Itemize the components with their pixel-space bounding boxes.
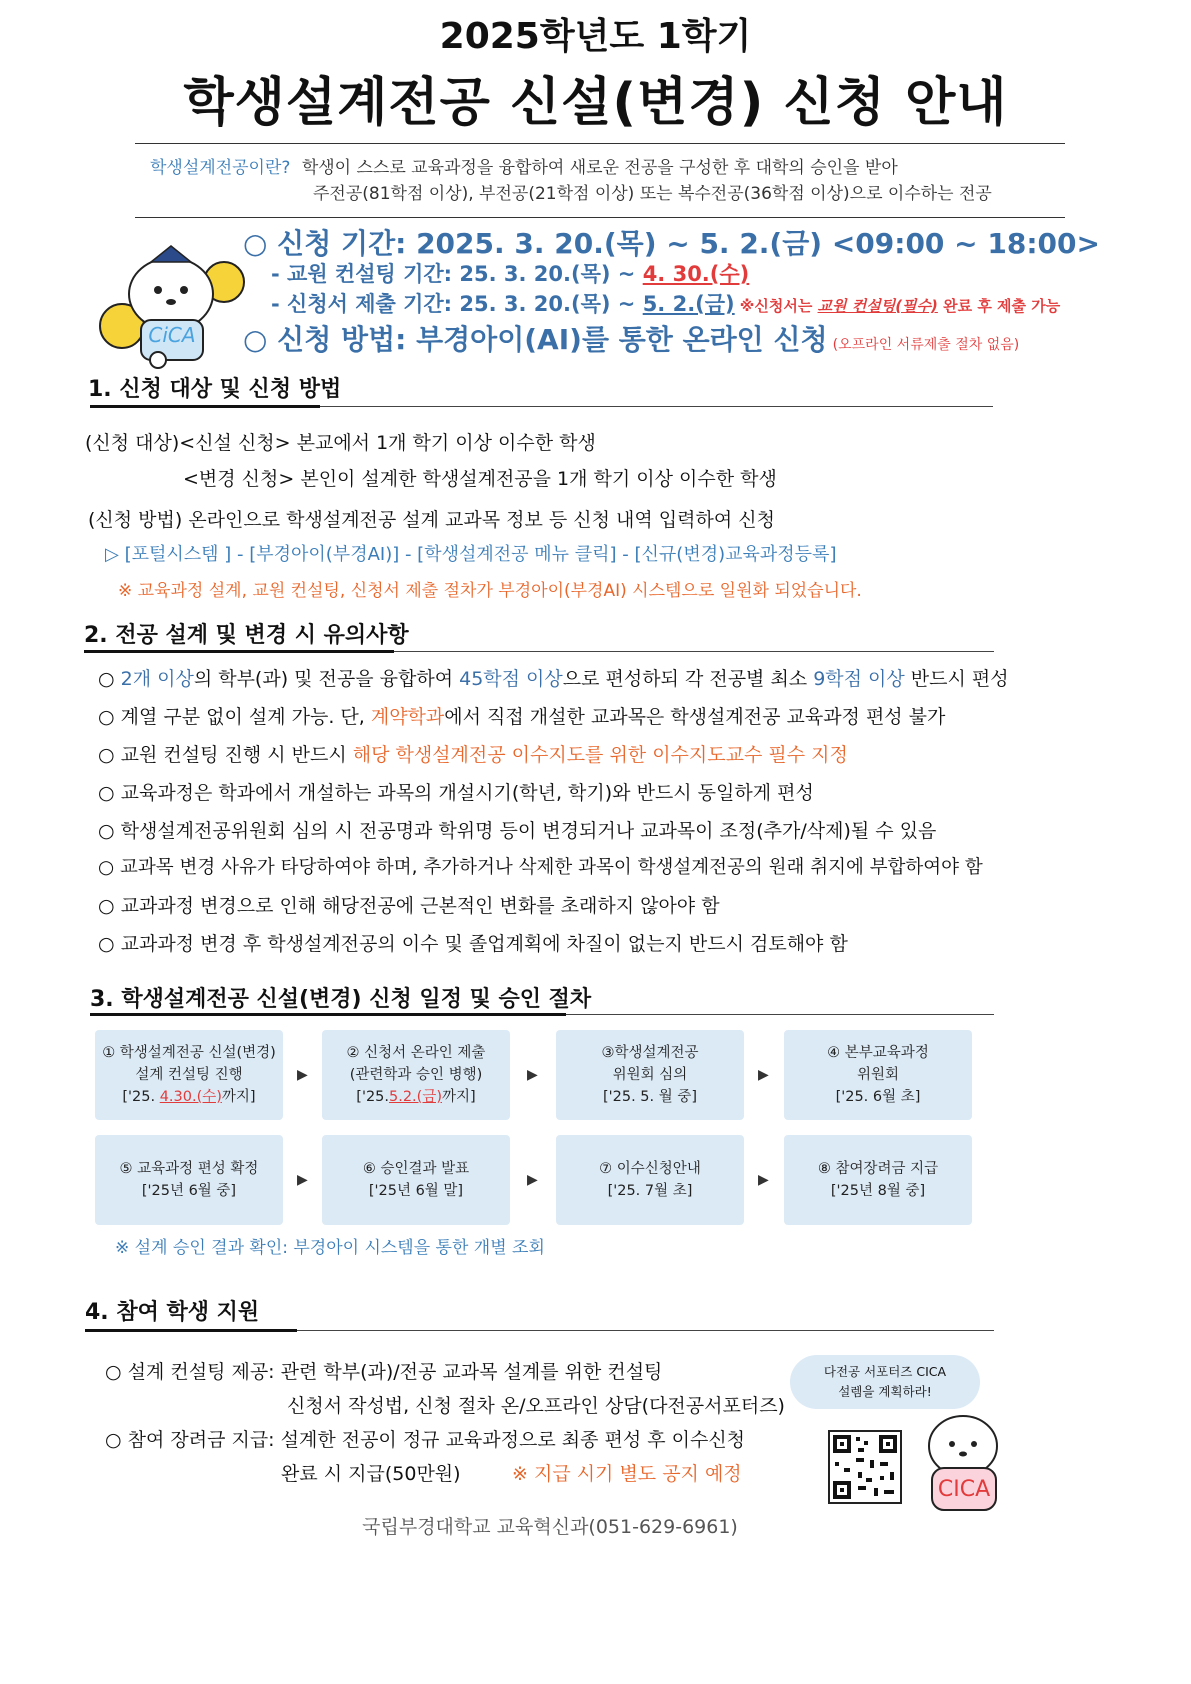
submit-note: ※신청서는 교원 컨설팅(필수) 완료 후 제출 가능 xyxy=(739,297,1061,315)
submit-period-end: 5. 2.(금) xyxy=(642,292,735,316)
divider xyxy=(135,143,1065,144)
speech-bubble: 다전공 서포터즈 CICA 설렘을 계획하라! xyxy=(790,1355,980,1409)
section1-path: ▷ [포털시스템 ] - [부경아이(부경AI)] - [학생설계전공 메뉴 클릭] - [신규(변경)교육과정등록] xyxy=(105,544,837,565)
section3-note: ※ 설계 승인 결과 확인: 부경아이 시스템을 통한 개별 조회 xyxy=(115,1238,545,1258)
definition-label: 학생설계전공이란? xyxy=(150,158,291,178)
step-1: ① 학생설계전공 신설(변경) 설계 컨설팅 진행 ['25. 4.30.(수)까지] xyxy=(95,1030,283,1120)
rule-3: ○ 교원 컨설팅 진행 시 반드시 해당 학생설계전공 이수지도를 위한 이수지도교수 필수 지정 xyxy=(98,744,848,766)
section3-bar xyxy=(90,1013,566,1016)
submit-period-prefix: - 신청서 제출 기간: 25. 3. 20.(목) ~ xyxy=(271,292,643,316)
section4-title: 4. 참여 학생 지원 xyxy=(85,1300,260,1325)
consult-period-end: 4. 30.(수) xyxy=(642,262,750,286)
rule-4: ○ 교육과정은 학과에서 개설하는 과목의 개설시기(학년, 학기)와 반드시 동일하게 편성 xyxy=(98,782,814,804)
mascot-logo: CICA xyxy=(937,1477,991,1502)
step-7: ⑦ 이수신청안내 ['25. 7월 초] xyxy=(556,1135,744,1225)
section4-bar xyxy=(85,1329,297,1332)
section1-note: ※ 교육과정 설계, 교원 컨설팅, 신청서 제출 절차가 부경아이(부경AI) 시스템으로 일원화 되었습니다. xyxy=(118,581,862,601)
support-consult: ○ 설계 컨설팅 제공: 관련 학부(과)/전공 교과목 설계를 위한 컨설팅 xyxy=(105,1361,663,1383)
section3-title: 3. 학생설계전공 신설(변경) 신청 일정 및 승인 절차 xyxy=(90,987,592,1012)
mascot-cheer-image xyxy=(96,232,246,372)
consult-period-prefix: - 교원 컨설팅 기간: 25. 3. 20.(목) ~ xyxy=(271,262,643,286)
apply-method-text: ○ 신청 방법: 부경아이(AI)를 통한 온라인 신청 xyxy=(243,323,828,356)
support-scholarship: ○ 참여 장려금 지급: 설계한 전공이 정규 교육과정으로 최종 편성 후 이수신청 xyxy=(105,1429,746,1451)
rule-6: ○ 교과목 변경 사유가 타당하여야 하며, 추가하거나 삭제한 과목이 학생설계전공의 원래 취지에 부합하여야 함 xyxy=(98,857,983,878)
arrow-icon: ▶ xyxy=(758,1067,769,1083)
section1-target-change: <변경 신청> 본인이 설계한 학생설계전공을 1개 학기 이상 이수한 학생 xyxy=(183,468,777,490)
rule-8: ○ 교과과정 변경 후 학생설계전공의 이수 및 졸업계획에 차질이 없는지 반드시 검토해야 함 xyxy=(98,933,848,955)
arrow-icon: ▶ xyxy=(297,1172,308,1188)
mascot-image xyxy=(908,1408,1018,1518)
arrow-icon: ▶ xyxy=(527,1172,538,1188)
definition-line1: 학생이 스스로 교육과정을 융합하여 새로운 전공을 구성한 후 대학의 승인을 받아 xyxy=(301,158,898,178)
footer-contact: 국립부경대학교 교육혁신과(051-629-6961) xyxy=(362,1516,738,1538)
step-3: ③학생설계전공 위원회 심의 ['25. 5. 월 중] xyxy=(556,1030,744,1120)
page-title: 학생설계전공 신설(변경) 신청 안내 xyxy=(183,73,1008,133)
apply-period: ○ 신청 기간: 2025. 3. 20.(목) ~ 5. 2.(금) <09:00 ~ 18:00> xyxy=(243,227,1100,260)
qr-code-image xyxy=(828,1430,902,1504)
support-scholarship-detail: 완료 시 지급(50만원) xyxy=(281,1463,461,1485)
svg-text:CiCA: CiCA xyxy=(148,323,196,347)
divider xyxy=(135,217,1065,218)
rule-5: ○ 학생설계전공위원회 심의 시 전공명과 학위명 등이 변경되거나 교과목이 조정(추가/삭제)될 수 있음 xyxy=(98,820,937,842)
arrow-icon: ▶ xyxy=(297,1067,308,1083)
apply-method-note: (오프라인 서류제출 절차 없음) xyxy=(832,337,1020,353)
definition xyxy=(150,155,898,181)
support-consult-detail: 신청서 작성법, 신청 절차 온/오프라인 상담(다전공서포터즈) xyxy=(287,1395,785,1417)
step-5: ⑤ 교육과정 편성 확정 ['25년 6월 중] xyxy=(95,1135,283,1225)
rule-1: ○ 2개 이상의 학부(과) 및 전공을 융합하여 45학점 이상으로 편성하되 각 전공별 최소 9학점 이상 반드시 편성 xyxy=(98,668,1009,690)
step-8: ⑧ 참여장려금 지급 ['25년 8월 중] xyxy=(784,1135,972,1225)
subtitle: 2025학년도 1학기 xyxy=(439,16,752,57)
section1-bar xyxy=(90,405,320,408)
section2-bar xyxy=(84,650,394,653)
step-6: ⑥ 승인결과 발표 ['25년 6월 말] xyxy=(322,1135,510,1225)
step-2: ② 신청서 온라인 제출 (관련학과 승인 병행) ['25.5.2.(금)까지] xyxy=(322,1030,510,1120)
consult-period xyxy=(271,258,749,288)
definition-line2: 주전공(81학점 이상), 부전공(21학점 이상) 또는 복수전공(36학점 이상)으로 이수하는 전공 xyxy=(313,184,992,204)
section1-target-new: (신청 대상)<신설 신청> 본교에서 1개 학기 이상 이수한 학생 xyxy=(85,432,596,454)
divider xyxy=(320,406,993,407)
section1-method: (신청 방법) 온라인으로 학생설계전공 설계 교과목 정보 등 신청 내역 입력하여 신청 xyxy=(88,509,775,531)
apply-method xyxy=(243,318,1019,358)
divider xyxy=(566,1014,994,1015)
rule-7: ○ 교과과정 변경으로 인해 해당전공에 근본적인 변화를 초래하지 않아야 함 xyxy=(98,895,720,917)
support-scholarship-note: ※ 지급 시기 별도 공지 예정 xyxy=(512,1463,742,1485)
submit-period xyxy=(271,288,1060,318)
section2-title: 2. 전공 설계 및 변경 시 유의사항 xyxy=(84,623,409,648)
step-4: ④ 본부교육과정 위원회 ['25. 6월 초] xyxy=(784,1030,972,1120)
divider xyxy=(297,1330,994,1331)
rule-2: ○ 계열 구분 없이 설계 가능. 단, 계약학과에서 직접 개설한 교과목은 학생설계전공 교육과정 편성 불가 xyxy=(98,706,946,728)
arrow-icon: ▶ xyxy=(758,1172,769,1188)
arrow-icon: ▶ xyxy=(527,1067,538,1083)
section1-title: 1. 신청 대상 및 신청 방법 xyxy=(88,377,342,402)
divider xyxy=(394,651,994,652)
